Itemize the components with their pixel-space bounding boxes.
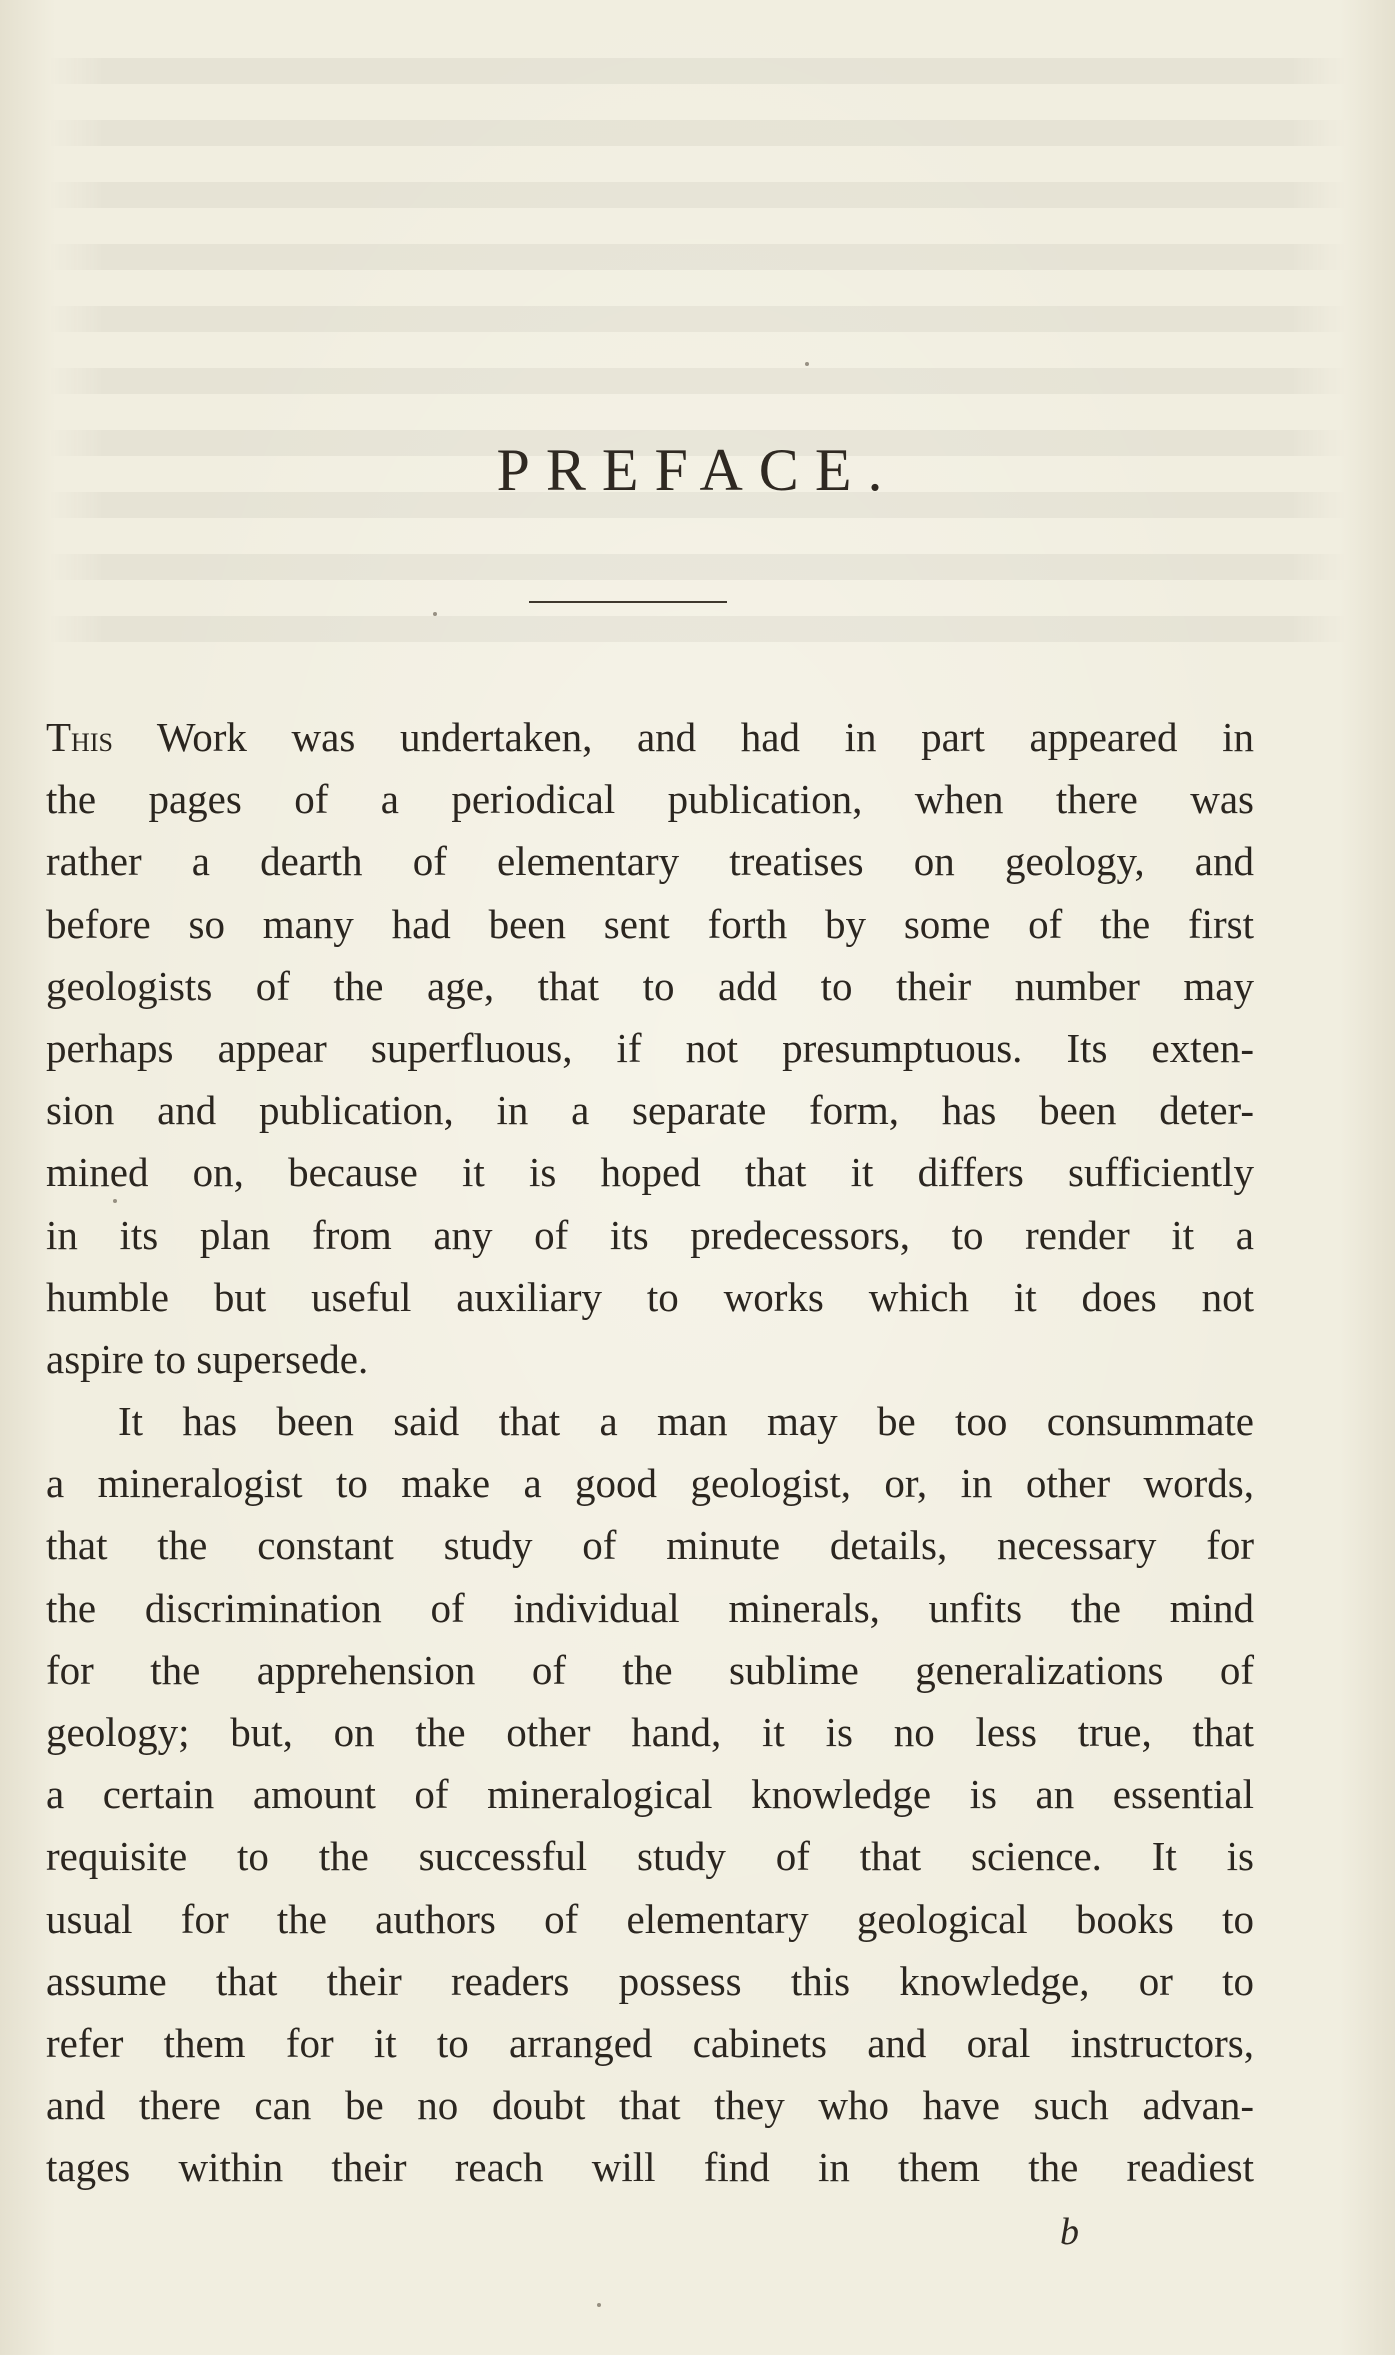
text-line: requisite to the successful study of that science. It is: [46, 1833, 1254, 1880]
text-line: in its plan from any of its predecessors, to render it a: [46, 1211, 1254, 1258]
text-line: humble but useful auxiliary to works which it does not: [46, 1273, 1254, 1320]
text-line: perhaps appear superfluous, if not presumptuous. Its exten-: [46, 1024, 1254, 1071]
heading-rule: [529, 601, 727, 603]
ink-speck: [433, 612, 437, 616]
body-text: [46, 706, 1254, 2199]
text-line: It has been said that a man may be too consummate: [118, 1398, 1254, 1445]
text-line: sion and publication, in a separate form, has been deter-: [46, 1087, 1254, 1134]
text-line: before so many had been sent forth by some of the first: [46, 900, 1254, 947]
signature-mark: b: [1060, 2211, 1079, 2253]
text-line: that the constant study of minute details, necessary for: [46, 1522, 1254, 1569]
text-line: This Work was undertaken, and had in part appeared in: [46, 714, 1254, 760]
text-line: and there can be no doubt that they who have such advan-: [46, 2082, 1254, 2129]
text-line: for the apprehension of the sublime generalizations of: [46, 1646, 1254, 1693]
text-line: mined on, because it is hoped that it differs sufficiently: [46, 1149, 1254, 1196]
ink-speck: [113, 1199, 117, 1203]
text-line: rather a dearth of elementary treatises on geology, and: [46, 838, 1254, 885]
text-line: the discrimination of individual minerals, unfits the mind: [46, 1584, 1254, 1631]
ink-speck: [805, 362, 809, 366]
text-line: refer them for it to arranged cabinets and oral instructors,: [46, 2019, 1254, 2066]
text-line: aspire to supersede.: [46, 1335, 369, 1382]
page-heading: PREFACE.: [496, 437, 899, 503]
text-line: a certain amount of mineralogical knowledge is an essential: [46, 1771, 1254, 1818]
text-line: usual for the authors of elementary geological books to: [46, 1895, 1254, 1942]
text-line: a mineralogist to make a good geologist, or, in other words,: [46, 1460, 1254, 1507]
show-through-text: [20, 40, 1375, 680]
text-line: geology; but, on the other hand, it is no less true, that: [46, 1709, 1254, 1755]
ink-speck: [597, 2303, 601, 2307]
text-line: assume that their readers possess this knowledge, or to: [46, 1957, 1254, 2004]
text-line: the pages of a periodical publication, when there was: [46, 776, 1254, 823]
text-line: tages within their reach will find in them the readiest: [46, 2144, 1254, 2191]
text-line: geologists of the age, that to add to their number may: [46, 962, 1254, 1009]
